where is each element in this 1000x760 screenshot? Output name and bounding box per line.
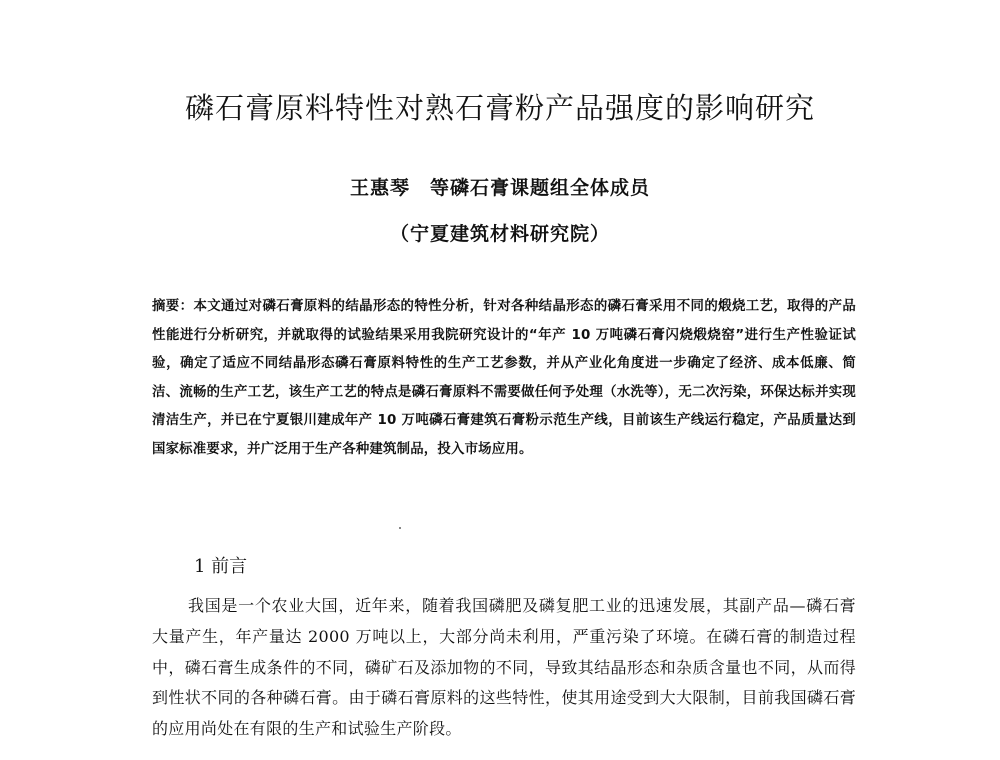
scan-speck: [399, 527, 401, 529]
author-line: 王惠琴 等磷石膏课题组全体成员: [349, 177, 650, 199]
abstract-block: [152, 293, 856, 465]
affiliation-line: （宁夏建筑材料研究院）: [389, 223, 610, 245]
introduction-paragraph: 我国是一个农业大国，近年来，随着我国磷肥及磷复肥工业的迅速发展，其副产品—磷石膏大量产生，年产量达 2000 万吨以上，大部分尚未利用，严重污染了环境。在磷石膏的制造过程中，磷石膏生成条件的不同，磷矿石及添加物的不同，导致其结晶形态和杂质含量也不同，从而得到性状不同的各种磷石膏。由于磷石膏原料的这些特性，使其用途受到大大限制，目前我国磷石膏的应用尚处在有限的生产和试验生产阶段。: [152, 596, 856, 739]
section-heading-introduction: 1 前言: [194, 556, 248, 577]
abstract-label: 摘要：: [152, 299, 194, 314]
abstract-text: 本文通过对磷石膏原料的结晶形态的特性分析，针对各种结晶形态的磷石膏采用不同的煅烧工艺，取得的产品性能进行分析研究，并就取得的试验结果采用我院研究设计的“年产 10 万吨磷石膏闪烧煅烧窑”进行生产性验证试验，确定了适应不同结晶形态磷石膏原料特性的生产工艺参数，并从产业化角度进一步确定了经济、成本低廉、简洁、流畅的生产工艺，该生产工艺的特点是磷石膏原料不需要做任何予处理（水洗等），无二次污染，环保达标并实现清洁生产，并已在宁夏银川建成年产 10 万吨磷石膏建筑石膏粉示范生产线，目前该生产线运行稳定，产品质量达到国家标准要求，并广泛用于生产各种建筑制品，投入市场应用。: [152, 299, 856, 457]
paper-title: 磷石膏原料特性对熟石膏粉产品强度的影响研究: [184, 91, 815, 125]
